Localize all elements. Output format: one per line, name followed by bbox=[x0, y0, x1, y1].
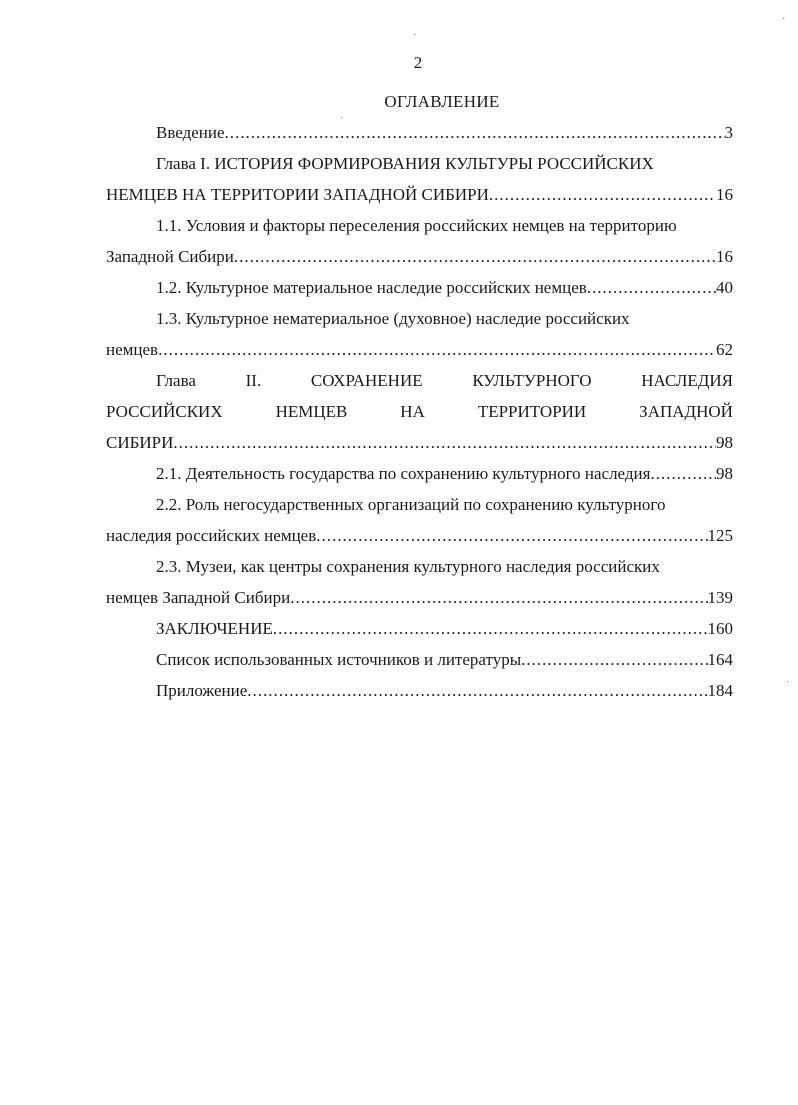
toc-entry-page: 98 bbox=[716, 433, 733, 452]
scan-speck: ˏ bbox=[786, 672, 790, 683]
toc-entry-bibliography[interactable] bbox=[106, 644, 733, 675]
toc-entry-conclusion[interactable] bbox=[106, 613, 733, 644]
dot-leader bbox=[247, 675, 707, 706]
toc-entry-chapter-2-line-2[interactable] bbox=[106, 396, 733, 427]
dot-leader bbox=[587, 272, 716, 303]
toc-word: II. bbox=[245, 371, 262, 390]
toc-entry-text: 1.3. Культурное нематериальное (духовное) наследие российских bbox=[156, 309, 630, 328]
toc-word: НЕМЦЕВ bbox=[275, 402, 348, 421]
toc-entry-2-3[interactable] bbox=[106, 551, 733, 582]
toc-entry-introduction[interactable] bbox=[106, 117, 733, 148]
toc-word: Глава bbox=[156, 371, 196, 390]
toc-entry-text: Глава I. ИСТОРИЯ ФОРМИРОВАНИЯ КУЛЬТУРЫ РОССИЙСКИХ bbox=[156, 154, 654, 173]
toc-entry-text: 2.2. Роль негосударственных организаций по сохранению культурного bbox=[156, 495, 666, 514]
toc-entry-page: 3 bbox=[724, 123, 733, 142]
toc-entry-2-2[interactable] bbox=[106, 489, 733, 520]
toc-entry-text-cont: немцев bbox=[106, 340, 159, 359]
toc-entry-text-cont: немцев Западной Сибири bbox=[106, 588, 291, 607]
toc-entry-appendix[interactable] bbox=[106, 675, 733, 706]
scan-speck: ˏ bbox=[340, 108, 344, 119]
toc-entry-text: Приложение bbox=[156, 681, 248, 700]
toc-entry-chapter-1[interactable] bbox=[106, 148, 733, 179]
toc-entry-1-2[interactable] bbox=[106, 272, 733, 303]
toc-entry-page: 125 bbox=[707, 526, 733, 545]
toc-entry-text: Введение bbox=[156, 123, 225, 142]
scan-speck: · bbox=[782, 14, 786, 25]
toc-entry-page: 16 bbox=[716, 185, 733, 204]
toc-entry-text: 2.1. Деятельность государства по сохранению культурного наследия bbox=[156, 464, 651, 483]
dot-leader bbox=[650, 458, 716, 489]
toc-entry-1-1[interactable] bbox=[106, 210, 733, 241]
toc-entry-page: 164 bbox=[707, 650, 733, 669]
toc-word: РОССИЙСКИХ bbox=[106, 402, 223, 421]
toc-entry-chapter-2-cont[interactable] bbox=[106, 427, 733, 458]
dot-leader bbox=[273, 613, 708, 644]
toc-entry-1-3[interactable] bbox=[106, 303, 733, 334]
toc-entry-text-cont: наследия российских немцев bbox=[106, 526, 317, 545]
toc-entry-chapter-2[interactable] bbox=[106, 365, 733, 396]
dot-leader bbox=[158, 334, 716, 365]
dot-leader bbox=[290, 582, 707, 613]
toc-entry-text: Список использованных источников и литературы bbox=[156, 650, 522, 669]
toc-word: НАСЛЕДИЯ bbox=[641, 371, 733, 390]
toc-entry-page: 16 bbox=[716, 247, 733, 266]
toc-word: НА bbox=[400, 402, 425, 421]
toc-entry-page: 98 bbox=[716, 464, 733, 483]
scan-speck: · bbox=[413, 30, 417, 41]
toc-entry-1-1-cont[interactable] bbox=[106, 241, 733, 272]
table-of-contents bbox=[106, 117, 733, 706]
toc-entry-2-1[interactable] bbox=[106, 458, 733, 489]
toc-entry-text: ЗАКЛЮЧЕНИЕ bbox=[156, 619, 273, 638]
dot-leader bbox=[521, 644, 707, 675]
toc-entry-text: 1.1. Условия и факторы переселения российских немцев на территорию bbox=[156, 216, 677, 235]
toc-entry-page: 40 bbox=[716, 278, 733, 297]
toc-entry-chapter-1-cont[interactable] bbox=[106, 179, 733, 210]
toc-entry-1-3-cont[interactable] bbox=[106, 334, 733, 365]
toc-word: ТЕРРИТОРИИ bbox=[477, 402, 587, 421]
toc-title: ОГЛАВЛЕНИЕ bbox=[384, 92, 500, 111]
dot-leader bbox=[225, 117, 725, 148]
toc-entry-text-cont: НЕМЦЕВ НА ТЕРРИТОРИИ ЗАПАДНОЙ СИБИРИ bbox=[106, 185, 489, 204]
toc-word: ЗАПАДНОЙ bbox=[639, 402, 733, 421]
toc-entry-2-3-cont[interactable] bbox=[106, 582, 733, 613]
toc-entry-text: 1.2. Культурное материальное наследие российских немцев bbox=[156, 278, 587, 297]
toc-entry-2-2-cont[interactable] bbox=[106, 520, 733, 551]
toc-entry-text-cont: СИБИРИ bbox=[106, 433, 174, 452]
toc-entry-page: 184 bbox=[707, 681, 733, 700]
toc-word: КУЛЬТУРНОГО bbox=[472, 371, 592, 390]
toc-entry-text-cont: Западной Сибири bbox=[106, 247, 234, 266]
dot-leader bbox=[489, 179, 716, 210]
toc-entry-text: 2.3. Музеи, как центры сохранения культурного наследия российских bbox=[156, 557, 660, 576]
toc-word: СОХРАНЕНИЕ bbox=[310, 371, 423, 390]
toc-entry-page: 160 bbox=[707, 619, 733, 638]
dot-leader bbox=[173, 427, 716, 458]
dot-leader bbox=[316, 520, 707, 551]
page-number: 2 bbox=[413, 53, 423, 72]
dot-leader bbox=[234, 241, 716, 272]
toc-entry-page: 139 bbox=[707, 588, 733, 607]
toc-entry-page: 62 bbox=[716, 340, 733, 359]
